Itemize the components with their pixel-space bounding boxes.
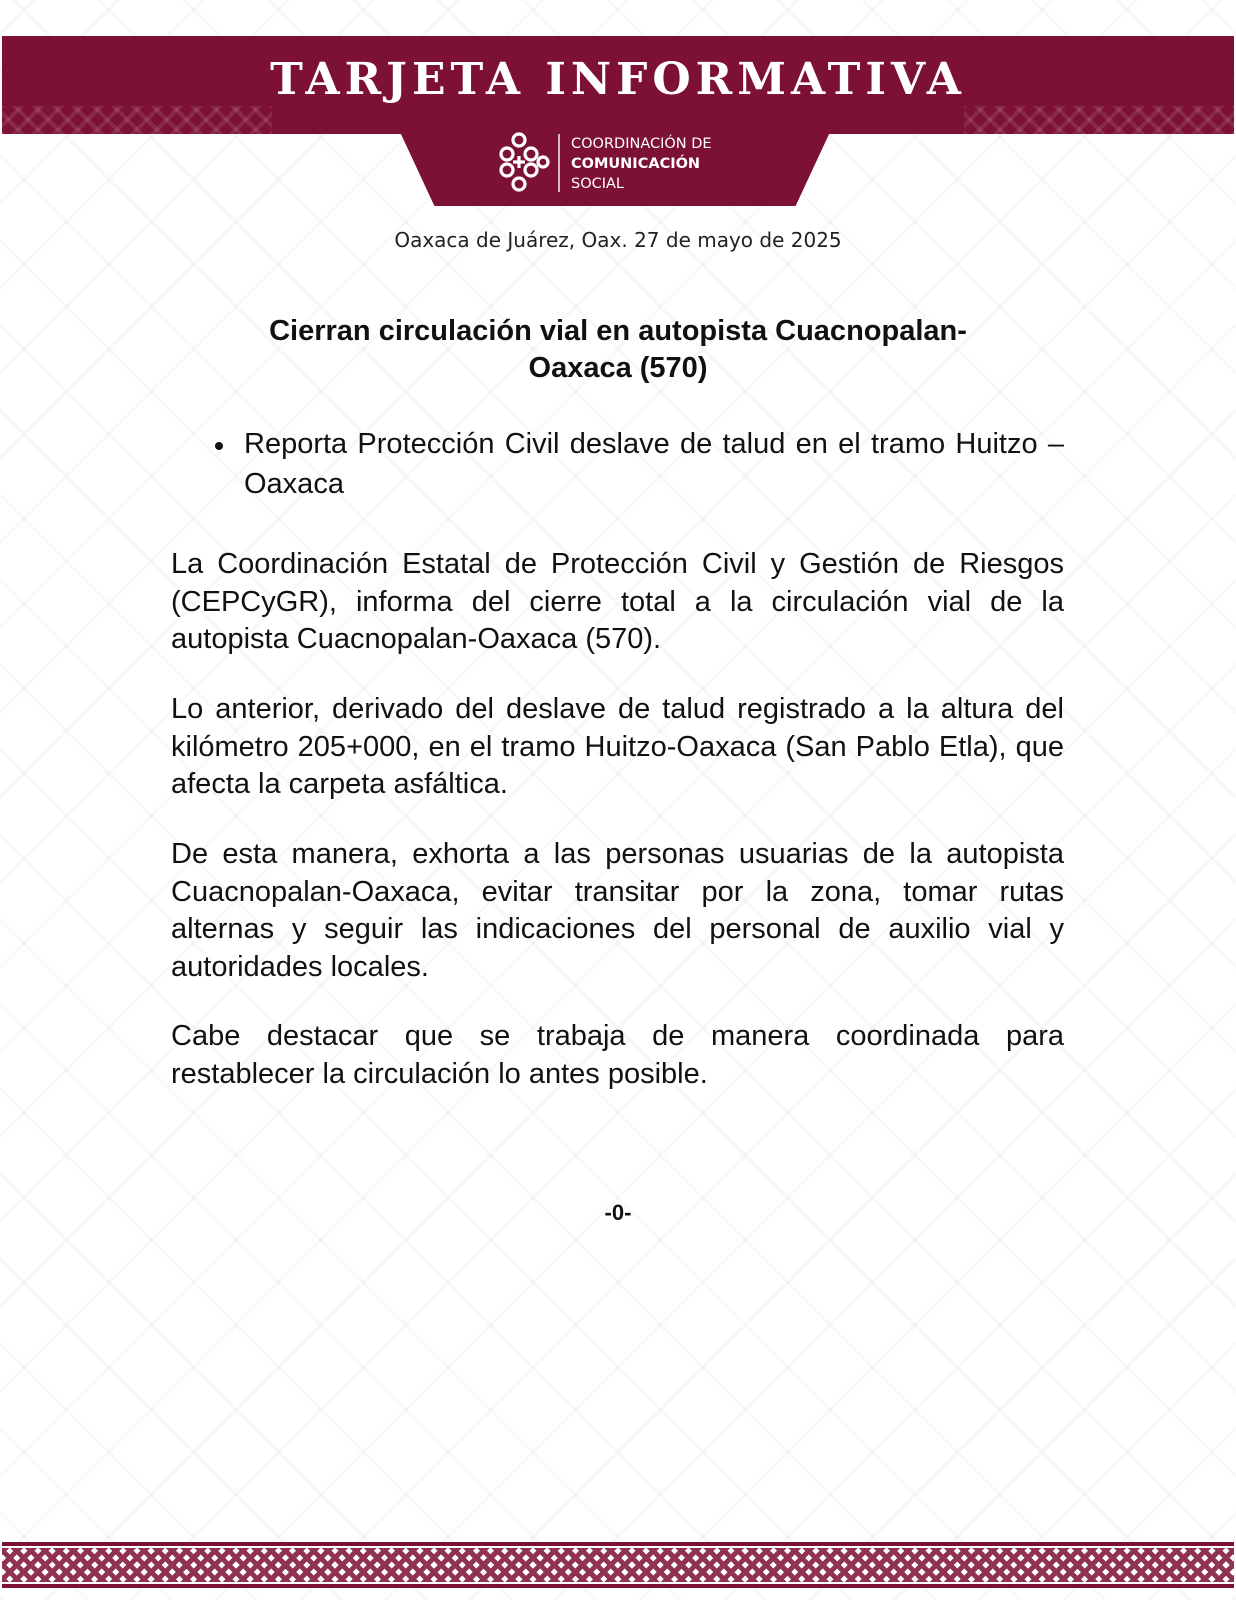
closing-mark: -0- bbox=[604, 1200, 632, 1225]
headline-line2: Oaxaca (570) bbox=[528, 352, 708, 384]
bullet-item: Reporta Protección Civil deslave de talud en el tramo Huitzo – Oaxaca bbox=[244, 424, 1064, 504]
footer-line-bottom bbox=[2, 1584, 1234, 1588]
paragraph-3: De esta manera, exhorta a las personas usuarias de la autopista Cuacnopalan-Oaxaca, evitar transitar por la zona, tomar rutas alternas y seguir las indicaciones del personal de auxilio vial y autoridades locales. bbox=[171, 838, 1064, 983]
dateline: Oaxaca de Juárez, Oax. 27 de mayo de 2025 bbox=[394, 228, 842, 252]
paragraph-4: Cabe destacar que se trabaja de manera coordinada para restablecer la circulación lo antes posible. bbox=[171, 1020, 1064, 1090]
footer-line-top bbox=[2, 1542, 1234, 1546]
paragraph-1: La Coordinación Estatal de Protección Civil y Gestión de Riesgos (CEPCyGR), informa del cierre total a la circulación vial de la autopista Cuacnopalan-Oaxaca (570). bbox=[171, 548, 1064, 655]
banner-pattern-left bbox=[2, 106, 272, 136]
headline bbox=[200, 313, 1036, 387]
org-name bbox=[571, 134, 712, 194]
banner-pattern-right bbox=[964, 106, 1234, 136]
org-name-line2: COMUNICACIÓN bbox=[571, 156, 701, 172]
logo-divider bbox=[558, 134, 560, 192]
summary-bullets bbox=[244, 424, 1064, 504]
page-title: TARJETA INFORMATIVA bbox=[270, 54, 966, 105]
paragraph-2: Lo anterior, derivado del deslave de talud registrado a la altura del kilómetro 205+000, en el tramo Huitzo-Oaxaca (San Pablo Etla), que afecta la carpeta asfáltica. bbox=[171, 693, 1064, 800]
headline-line1: Cierran circulación vial en autopista Cuacnopalan- bbox=[269, 315, 967, 347]
coordinacion-logo-icon bbox=[498, 130, 556, 194]
org-name-line3: SOCIAL bbox=[571, 176, 625, 192]
footer-pattern bbox=[2, 1548, 1234, 1582]
org-name-line1: COORDINACIÓN DE bbox=[571, 136, 712, 152]
